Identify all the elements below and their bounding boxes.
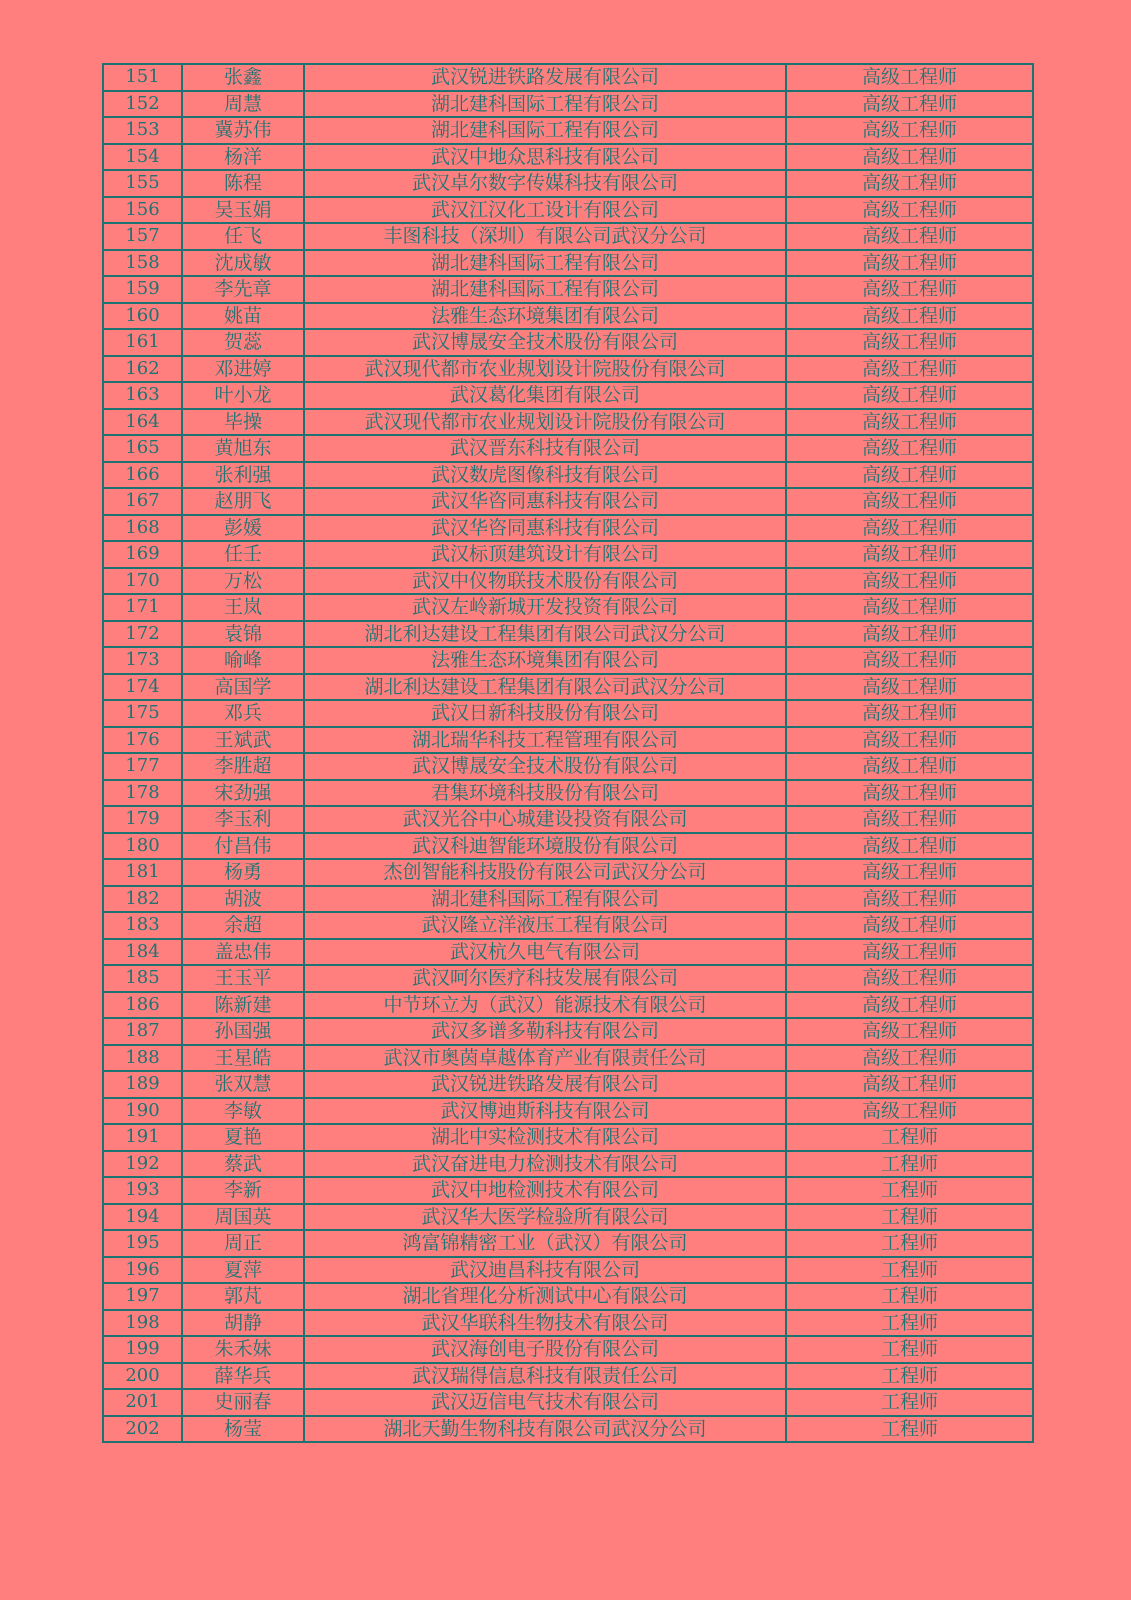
person-name-cell: 叶小龙 (182, 382, 304, 409)
person-name-cell: 高国学 (182, 674, 304, 701)
job-title-cell: 工程师 (786, 1151, 1033, 1178)
table-row (103, 1283, 1033, 1310)
job-title-cell: 高级工程师 (786, 727, 1033, 754)
person-name-cell: 邓兵 (182, 700, 304, 727)
row-number-cell: 163 (103, 382, 182, 409)
table-row (103, 1416, 1033, 1443)
job-title-cell: 高级工程师 (786, 674, 1033, 701)
company-name-cell: 武汉隆立洋液压工程有限公司 (304, 912, 786, 939)
job-title-cell: 高级工程师 (786, 276, 1033, 303)
job-title-cell: 工程师 (786, 1416, 1033, 1443)
person-name-cell: 王星皓 (182, 1045, 304, 1072)
row-number-cell: 164 (103, 409, 182, 436)
table-row (103, 382, 1033, 409)
row-number-cell: 182 (103, 886, 182, 913)
company-name-cell: 武汉中仪物联技术股份有限公司 (304, 568, 786, 595)
person-name-cell: 夏艳 (182, 1124, 304, 1151)
company-name-cell: 武汉呵尔医疗科技发展有限公司 (304, 965, 786, 992)
job-title-cell: 高级工程师 (786, 886, 1033, 913)
person-name-cell: 李先章 (182, 276, 304, 303)
table-row (103, 965, 1033, 992)
person-name-cell: 杨洋 (182, 144, 304, 171)
table-row (103, 488, 1033, 515)
row-number-cell: 154 (103, 144, 182, 171)
person-name-cell: 余超 (182, 912, 304, 939)
row-number-cell: 172 (103, 621, 182, 648)
table-row (103, 1045, 1033, 1072)
table-row (103, 329, 1033, 356)
company-name-cell: 武汉华咨同惠科技有限公司 (304, 488, 786, 515)
job-title-cell: 高级工程师 (786, 223, 1033, 250)
company-name-cell: 武汉多谱多勒科技有限公司 (304, 1018, 786, 1045)
table-row (103, 1230, 1033, 1257)
company-name-cell: 鸿富锦精密工业（武汉）有限公司 (304, 1230, 786, 1257)
table-row (103, 541, 1033, 568)
job-title-cell: 高级工程师 (786, 780, 1033, 807)
table-row (103, 568, 1033, 595)
person-name-cell: 冀苏伟 (182, 117, 304, 144)
row-number-cell: 155 (103, 170, 182, 197)
job-title-cell: 高级工程师 (786, 753, 1033, 780)
row-number-cell: 153 (103, 117, 182, 144)
table-row (103, 1151, 1033, 1178)
table-row (103, 1310, 1033, 1337)
person-name-cell: 郭芃 (182, 1283, 304, 1310)
row-number-cell: 174 (103, 674, 182, 701)
company-name-cell: 武汉光谷中心城建设投资有限公司 (304, 806, 786, 833)
job-title-cell: 高级工程师 (786, 1071, 1033, 1098)
row-number-cell: 157 (103, 223, 182, 250)
person-name-cell: 张鑫 (182, 64, 304, 91)
table-row (103, 250, 1033, 277)
table-row (103, 594, 1033, 621)
company-name-cell: 武汉科迪智能环境股份有限公司 (304, 833, 786, 860)
row-number-cell: 197 (103, 1283, 182, 1310)
job-title-cell: 高级工程师 (786, 1018, 1033, 1045)
table-row (103, 753, 1033, 780)
job-title-cell: 工程师 (786, 1124, 1033, 1151)
table-row (103, 912, 1033, 939)
person-name-cell: 周正 (182, 1230, 304, 1257)
table-row (103, 1071, 1033, 1098)
person-name-cell: 李胜超 (182, 753, 304, 780)
person-name-cell: 薛华兵 (182, 1363, 304, 1390)
person-name-cell: 喻峰 (182, 647, 304, 674)
roster-table (102, 63, 1034, 1443)
job-title-cell: 高级工程师 (786, 568, 1033, 595)
row-number-cell: 200 (103, 1363, 182, 1390)
job-title-cell: 高级工程师 (786, 435, 1033, 462)
table-row (103, 435, 1033, 462)
company-name-cell: 武汉锐进铁路发展有限公司 (304, 1071, 786, 1098)
job-title-cell: 高级工程师 (786, 806, 1033, 833)
company-name-cell: 中节环立为（武汉）能源技术有限公司 (304, 992, 786, 1019)
person-name-cell: 赵朋飞 (182, 488, 304, 515)
table-row (103, 144, 1033, 171)
table-row (103, 197, 1033, 224)
row-number-cell: 171 (103, 594, 182, 621)
person-name-cell: 夏萍 (182, 1257, 304, 1284)
row-number-cell: 187 (103, 1018, 182, 1045)
job-title-cell: 高级工程师 (786, 859, 1033, 886)
company-name-cell: 武汉数虎图像科技有限公司 (304, 462, 786, 489)
row-number-cell: 192 (103, 1151, 182, 1178)
person-name-cell: 付昌伟 (182, 833, 304, 860)
company-name-cell: 武汉海创电子股份有限公司 (304, 1336, 786, 1363)
table-row (103, 303, 1033, 330)
row-number-cell: 195 (103, 1230, 182, 1257)
company-name-cell: 武汉杭久电气有限公司 (304, 939, 786, 966)
person-name-cell: 盖忠伟 (182, 939, 304, 966)
row-number-cell: 202 (103, 1416, 182, 1443)
row-number-cell: 160 (103, 303, 182, 330)
job-title-cell: 工程师 (786, 1257, 1033, 1284)
company-name-cell: 湖北建科国际工程有限公司 (304, 276, 786, 303)
job-title-cell: 高级工程师 (786, 144, 1033, 171)
person-name-cell: 陈程 (182, 170, 304, 197)
person-name-cell: 毕操 (182, 409, 304, 436)
row-number-cell: 169 (103, 541, 182, 568)
job-title-cell: 高级工程师 (786, 621, 1033, 648)
job-title-cell: 高级工程师 (786, 833, 1033, 860)
person-name-cell: 杨勇 (182, 859, 304, 886)
company-name-cell: 杰创智能科技股份有限公司武汉分公司 (304, 859, 786, 886)
row-number-cell: 158 (103, 250, 182, 277)
person-name-cell: 黄旭东 (182, 435, 304, 462)
table-row (103, 1018, 1033, 1045)
company-name-cell: 武汉中地众思科技有限公司 (304, 144, 786, 171)
company-name-cell: 武汉华咨同惠科技有限公司 (304, 515, 786, 542)
company-name-cell: 湖北中实检测技术有限公司 (304, 1124, 786, 1151)
person-name-cell: 陈新建 (182, 992, 304, 1019)
person-name-cell: 王斌武 (182, 727, 304, 754)
person-name-cell: 贺蕊 (182, 329, 304, 356)
table-row (103, 1204, 1033, 1231)
company-name-cell: 湖北瑞华科技工程管理有限公司 (304, 727, 786, 754)
row-number-cell: 191 (103, 1124, 182, 1151)
table-row (103, 833, 1033, 860)
table-row (103, 117, 1033, 144)
job-title-cell: 高级工程师 (786, 488, 1033, 515)
company-name-cell: 湖北建科国际工程有限公司 (304, 117, 786, 144)
table-row (103, 780, 1033, 807)
job-title-cell: 工程师 (786, 1310, 1033, 1337)
job-title-cell: 高级工程师 (786, 541, 1033, 568)
company-name-cell: 武汉瑞得信息科技有限责任公司 (304, 1363, 786, 1390)
table-row (103, 356, 1033, 383)
row-number-cell: 166 (103, 462, 182, 489)
job-title-cell: 高级工程师 (786, 1098, 1033, 1125)
table-row (103, 886, 1033, 913)
job-title-cell: 高级工程师 (786, 647, 1033, 674)
job-title-cell: 高级工程师 (786, 965, 1033, 992)
job-title-cell: 高级工程师 (786, 939, 1033, 966)
job-title-cell: 工程师 (786, 1283, 1033, 1310)
person-name-cell: 蔡武 (182, 1151, 304, 1178)
company-name-cell: 武汉晋东科技有限公司 (304, 435, 786, 462)
table-row (103, 64, 1033, 91)
person-name-cell: 李玉利 (182, 806, 304, 833)
job-title-cell: 高级工程师 (786, 700, 1033, 727)
row-number-cell: 151 (103, 64, 182, 91)
table-row (103, 806, 1033, 833)
person-name-cell: 胡波 (182, 886, 304, 913)
table-row (103, 1389, 1033, 1416)
company-name-cell: 法雅生态环境集团有限公司 (304, 647, 786, 674)
person-name-cell: 沈成敏 (182, 250, 304, 277)
table-row (103, 992, 1033, 1019)
company-name-cell: 武汉奋进电力检测技术有限公司 (304, 1151, 786, 1178)
company-name-cell: 武汉标顶建筑设计有限公司 (304, 541, 786, 568)
row-number-cell: 170 (103, 568, 182, 595)
row-number-cell: 198 (103, 1310, 182, 1337)
row-number-cell: 184 (103, 939, 182, 966)
row-number-cell: 188 (103, 1045, 182, 1072)
job-title-cell: 高级工程师 (786, 170, 1033, 197)
person-name-cell: 史丽春 (182, 1389, 304, 1416)
job-title-cell: 高级工程师 (786, 91, 1033, 118)
company-name-cell: 湖北建科国际工程有限公司 (304, 250, 786, 277)
company-name-cell: 湖北利达建设工程集团有限公司武汉分公司 (304, 621, 786, 648)
company-name-cell: 武汉锐进铁路发展有限公司 (304, 64, 786, 91)
job-title-cell: 高级工程师 (786, 197, 1033, 224)
roster-body (103, 64, 1033, 1442)
job-title-cell: 工程师 (786, 1389, 1033, 1416)
person-name-cell: 朱禾妹 (182, 1336, 304, 1363)
row-number-cell: 177 (103, 753, 182, 780)
job-title-cell: 高级工程师 (786, 382, 1033, 409)
person-name-cell: 杨莹 (182, 1416, 304, 1443)
table-row (103, 1177, 1033, 1204)
person-name-cell: 张双慧 (182, 1071, 304, 1098)
row-number-cell: 193 (103, 1177, 182, 1204)
job-title-cell: 工程师 (786, 1204, 1033, 1231)
company-name-cell: 湖北建科国际工程有限公司 (304, 91, 786, 118)
table-row (103, 1363, 1033, 1390)
job-title-cell: 高级工程师 (786, 409, 1033, 436)
person-name-cell: 任壬 (182, 541, 304, 568)
row-number-cell: 189 (103, 1071, 182, 1098)
person-name-cell: 王岚 (182, 594, 304, 621)
row-number-cell: 168 (103, 515, 182, 542)
job-title-cell: 高级工程师 (786, 329, 1033, 356)
table-row (103, 1336, 1033, 1363)
job-title-cell: 工程师 (786, 1363, 1033, 1390)
row-number-cell: 167 (103, 488, 182, 515)
person-name-cell: 胡静 (182, 1310, 304, 1337)
row-number-cell: 183 (103, 912, 182, 939)
row-number-cell: 161 (103, 329, 182, 356)
row-number-cell: 190 (103, 1098, 182, 1125)
company-name-cell: 湖北省理化分析测试中心有限公司 (304, 1283, 786, 1310)
company-name-cell: 武汉迪昌科技有限公司 (304, 1257, 786, 1284)
row-number-cell: 179 (103, 806, 182, 833)
person-name-cell: 任飞 (182, 223, 304, 250)
job-title-cell: 高级工程师 (786, 992, 1033, 1019)
company-name-cell: 君集环境科技股份有限公司 (304, 780, 786, 807)
person-name-cell: 周国英 (182, 1204, 304, 1231)
person-name-cell: 吴玉娟 (182, 197, 304, 224)
person-name-cell: 邓进婷 (182, 356, 304, 383)
company-name-cell: 武汉迈信电气技术有限公司 (304, 1389, 786, 1416)
job-title-cell: 高级工程师 (786, 356, 1033, 383)
job-title-cell: 工程师 (786, 1230, 1033, 1257)
table-row (103, 621, 1033, 648)
person-name-cell: 姚苗 (182, 303, 304, 330)
row-number-cell: 165 (103, 435, 182, 462)
row-number-cell: 194 (103, 1204, 182, 1231)
table-row (103, 170, 1033, 197)
table-row (103, 409, 1033, 436)
table-row (103, 462, 1033, 489)
company-name-cell: 武汉中地检测技术有限公司 (304, 1177, 786, 1204)
table-row (103, 276, 1033, 303)
company-name-cell: 湖北建科国际工程有限公司 (304, 886, 786, 913)
company-name-cell: 武汉市奥茵卓越体育产业有限责任公司 (304, 1045, 786, 1072)
person-name-cell: 李敏 (182, 1098, 304, 1125)
company-name-cell: 武汉卓尔数字传媒科技有限公司 (304, 170, 786, 197)
person-name-cell: 张利强 (182, 462, 304, 489)
company-name-cell: 丰图科技（深圳）有限公司武汉分公司 (304, 223, 786, 250)
company-name-cell: 法雅生态环境集团有限公司 (304, 303, 786, 330)
person-name-cell: 孙国强 (182, 1018, 304, 1045)
company-name-cell: 武汉华联科生物技术有限公司 (304, 1310, 786, 1337)
job-title-cell: 高级工程师 (786, 1045, 1033, 1072)
person-name-cell: 王玉平 (182, 965, 304, 992)
company-name-cell: 武汉华大医学检验所有限公司 (304, 1204, 786, 1231)
job-title-cell: 高级工程师 (786, 64, 1033, 91)
job-title-cell: 高级工程师 (786, 515, 1033, 542)
row-number-cell: 180 (103, 833, 182, 860)
table-row (103, 700, 1033, 727)
row-number-cell: 175 (103, 700, 182, 727)
job-title-cell: 工程师 (786, 1336, 1033, 1363)
person-name-cell: 李新 (182, 1177, 304, 1204)
table-row (103, 1098, 1033, 1125)
row-number-cell: 159 (103, 276, 182, 303)
table-row (103, 223, 1033, 250)
table-row (103, 859, 1033, 886)
company-name-cell: 武汉左岭新城开发投资有限公司 (304, 594, 786, 621)
table-row (103, 515, 1033, 542)
row-number-cell: 181 (103, 859, 182, 886)
row-number-cell: 178 (103, 780, 182, 807)
job-title-cell: 高级工程师 (786, 594, 1033, 621)
row-number-cell: 162 (103, 356, 182, 383)
table-row (103, 91, 1033, 118)
job-title-cell: 高级工程师 (786, 250, 1033, 277)
job-title-cell: 高级工程师 (786, 462, 1033, 489)
company-name-cell: 武汉博迪斯科技有限公司 (304, 1098, 786, 1125)
company-name-cell: 武汉现代都市农业规划设计院股份有限公司 (304, 356, 786, 383)
row-number-cell: 152 (103, 91, 182, 118)
row-number-cell: 199 (103, 1336, 182, 1363)
person-name-cell: 袁锦 (182, 621, 304, 648)
person-name-cell: 万松 (182, 568, 304, 595)
table-row (103, 674, 1033, 701)
company-name-cell: 湖北利达建设工程集团有限公司武汉分公司 (304, 674, 786, 701)
row-number-cell: 196 (103, 1257, 182, 1284)
row-number-cell: 176 (103, 727, 182, 754)
person-name-cell: 宋劲强 (182, 780, 304, 807)
person-name-cell: 周慧 (182, 91, 304, 118)
job-title-cell: 高级工程师 (786, 303, 1033, 330)
table-row (103, 939, 1033, 966)
company-name-cell: 武汉现代都市农业规划设计院股份有限公司 (304, 409, 786, 436)
row-number-cell: 186 (103, 992, 182, 1019)
table-row (103, 647, 1033, 674)
company-name-cell: 武汉葛化集团有限公司 (304, 382, 786, 409)
company-name-cell: 武汉江汉化工设计有限公司 (304, 197, 786, 224)
company-name-cell: 武汉日新科技股份有限公司 (304, 700, 786, 727)
row-number-cell: 156 (103, 197, 182, 224)
table-row (103, 727, 1033, 754)
job-title-cell: 高级工程师 (786, 117, 1033, 144)
company-name-cell: 武汉博晟安全技术股份有限公司 (304, 753, 786, 780)
company-name-cell: 武汉博晟安全技术股份有限公司 (304, 329, 786, 356)
row-number-cell: 173 (103, 647, 182, 674)
table-row (103, 1257, 1033, 1284)
row-number-cell: 185 (103, 965, 182, 992)
job-title-cell: 工程师 (786, 1177, 1033, 1204)
person-name-cell: 彭媛 (182, 515, 304, 542)
table-row (103, 1124, 1033, 1151)
job-title-cell: 高级工程师 (786, 912, 1033, 939)
row-number-cell: 201 (103, 1389, 182, 1416)
company-name-cell: 湖北天勤生物科技有限公司武汉分公司 (304, 1416, 786, 1443)
